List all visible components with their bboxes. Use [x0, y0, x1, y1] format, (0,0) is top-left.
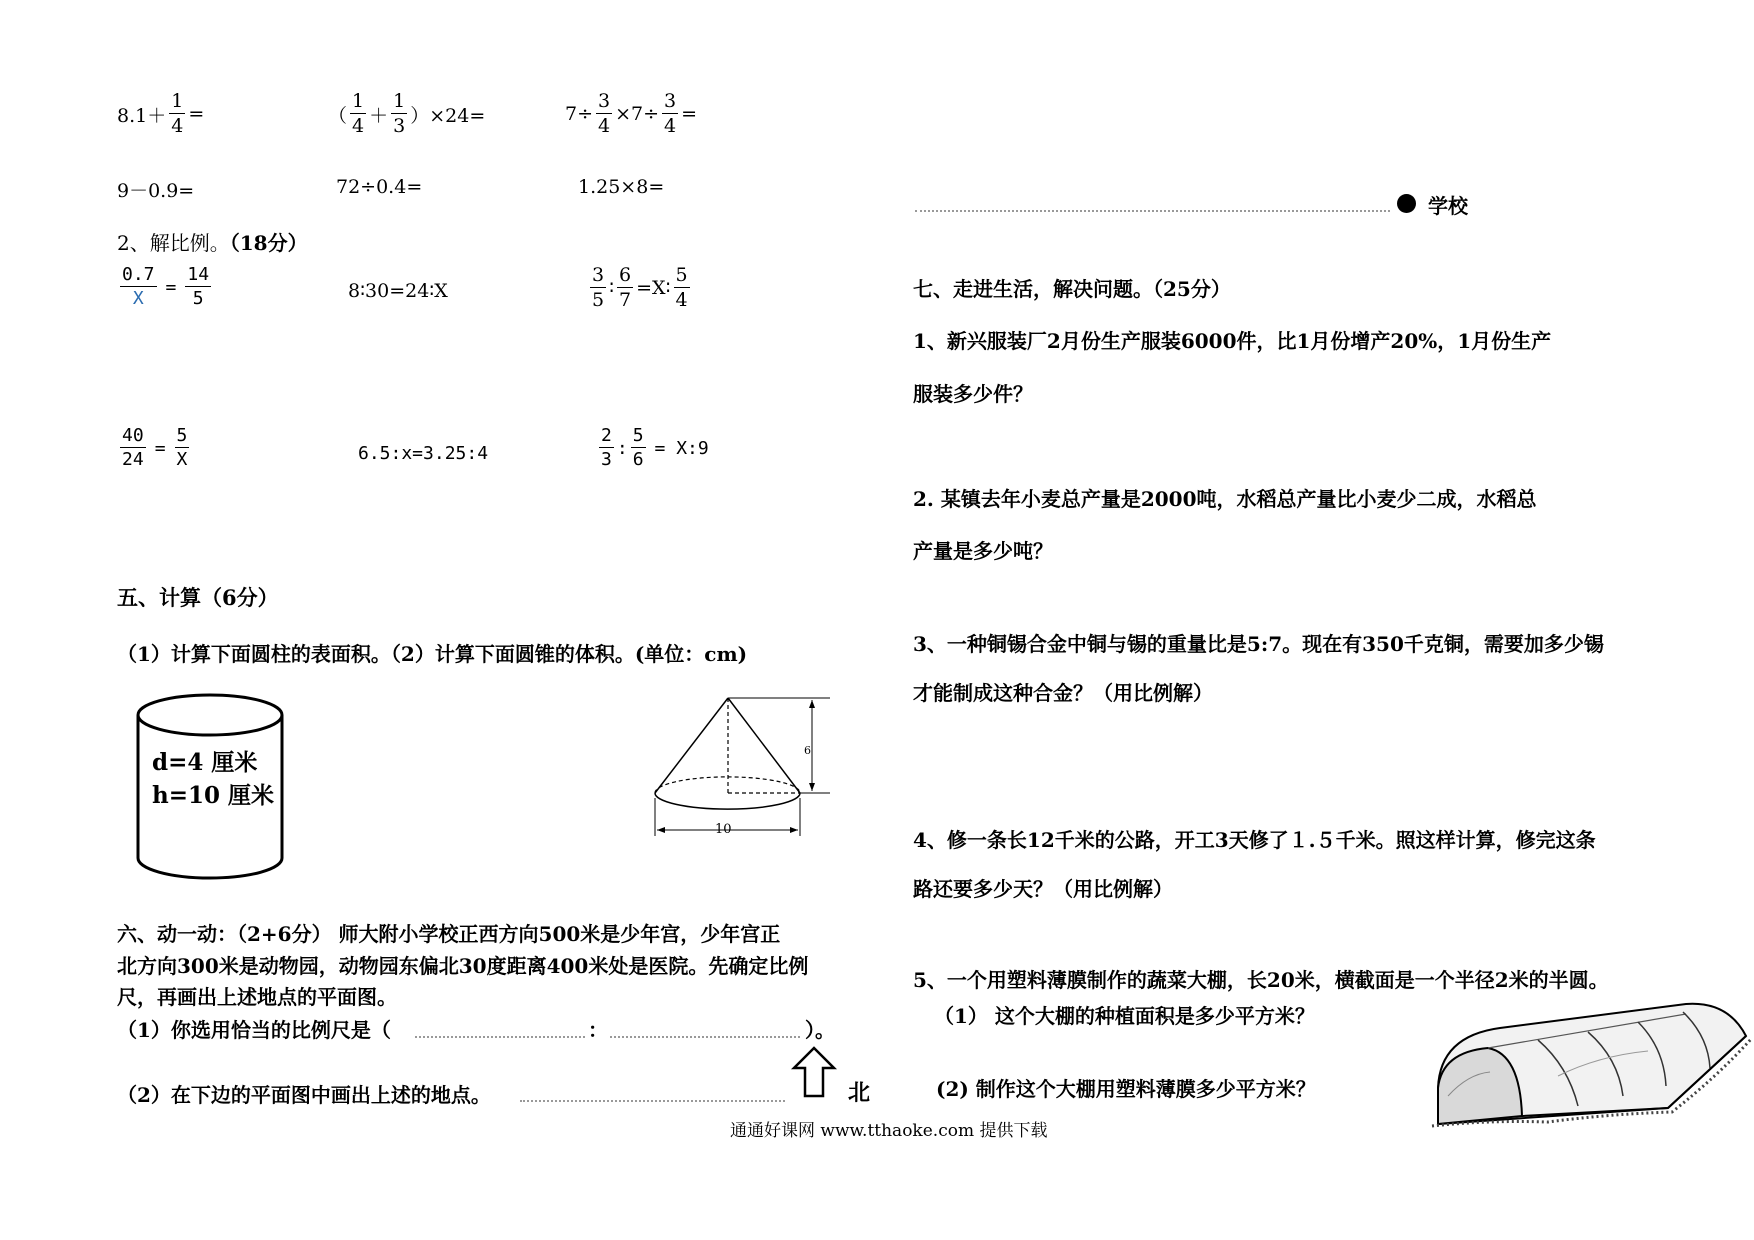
cone-diagram [640, 690, 840, 840]
map-question: （2）在下边的平面图中画出上述的地点。 [117, 1083, 491, 1107]
calc-expr-1: 8.1＋ $\frac{1}{4}$ = [117, 90, 205, 137]
proportion-1: $\frac{0.7}{X}$ = $\frac{14}{5}$ [122, 264, 210, 309]
scale-blank-1[interactable] [415, 1036, 585, 1038]
section5-instruction: （1）计算下面圆柱的表面积。（2）计算下面圆锥的体积。(单位：cm) [117, 642, 748, 666]
cylinder-height-label: h=10 厘米 [152, 782, 275, 809]
calc-expr-3: 7÷ $\frac{3}{4}$ ×7÷ $\frac{3}{4}$ = [565, 90, 698, 137]
problem5-line1: 5、一个用塑料薄膜制作的蔬菜大棚，长20米，横截面是一个半径2米的半圆。 [913, 968, 1609, 992]
problem4-line2: 路还要多少天？（用比例解） [913, 877, 1173, 901]
problem4-line1: 4、修一条长12千米的公路，开工3天修了１.５千米。照这样计算，修完这条 [913, 828, 1596, 852]
calc-expr-4: 9－0.9= [117, 180, 195, 202]
problem3-line1: 3、一种铜锡合金中铜与锡的重量比是5:7。现在有350千克铜，需要加多少锡 [913, 632, 1604, 656]
problem1-line2: 服装多少件？ [913, 382, 1033, 406]
scale-close: ）。 [805, 1018, 835, 1042]
proportion-4: $\frac{40}{24}$ = $\frac{5}{X}$ [122, 425, 188, 470]
section6-line3: 尺，再画出上述地点的平面图。 [117, 985, 397, 1009]
binding-dotted-line [915, 210, 1390, 212]
scale-question: （1）你选用恰当的比例尺是（ [117, 1018, 391, 1042]
proportion-6: $\frac{2}{3}$ : $\frac{5}{6}$ = X:9 [601, 425, 709, 470]
proportion-2: 8∶30=24∶X [348, 280, 448, 302]
section6-line1: 六、动一动：（2+6分） 师大附小学校正西方向500米是少年宫，少年宫正 [117, 922, 781, 946]
section7-heading: 七、走进生活，解决问题。（25分） [913, 277, 1231, 301]
cone-diameter-label: 10 [715, 822, 732, 837]
problem2-line2: 产量是多少吨？ [913, 539, 1053, 563]
problem3-line2: 才能制成这种合金？（用比例解） [913, 681, 1213, 705]
greenhouse-illustration [1428, 996, 1753, 1131]
school-label: 学校 [1428, 194, 1468, 218]
problem5-question2: (2) 制作这个大棚用塑料薄膜多少平方米？ [936, 1077, 1316, 1101]
section2-heading: 2、解比例。（18分） [117, 231, 308, 255]
north-label: 北 [848, 1080, 871, 1106]
problem1-line1: 1、新兴服装厂2月份生产服装6000件，比1月份增产20%，1月份生产 [913, 329, 1552, 353]
calc-expr-6: 1.25×8= [578, 176, 665, 198]
section6-line2: 北方向300米是动物园，动物园东偏北30度距离400米处是医院。先确定比例 [117, 954, 809, 978]
scale-blank-2[interactable] [610, 1036, 800, 1038]
proportion-3: $\frac{3}{5}$ ∶ $\frac{6}{7}$ =X∶ $\frac{5}{4}$ [592, 264, 688, 311]
problem5-question1: （1） 这个大棚的种植面积是多少平方米？ [934, 1004, 1315, 1028]
scale-colon: ： [588, 1018, 608, 1042]
section5-heading: 五、计算（6分） [117, 585, 279, 610]
calc-expr-2: （ $\frac{1}{4}$ ＋ $\frac{1}{3}$ ）×24= [328, 90, 486, 137]
cone-height-label: 6 [804, 744, 811, 757]
calc-expr-5: 72÷0.4= [336, 176, 423, 198]
cylinder-diameter-label: d=4 厘米 [152, 749, 258, 776]
footer-credit: 通通好课网 www.tthaoke.com 提供下载 [730, 1121, 1048, 1141]
map-dotted-guide [520, 1100, 785, 1102]
north-arrow-icon [790, 1046, 838, 1098]
problem2-line1: 2. 某镇去年小麦总产量是2000吨，水稻总产量比小麦少二成，水稻总 [913, 487, 1537, 511]
proportion-5: 6.5:x=3.25:4 [358, 443, 489, 464]
bullet-dot-icon [1397, 194, 1416, 213]
